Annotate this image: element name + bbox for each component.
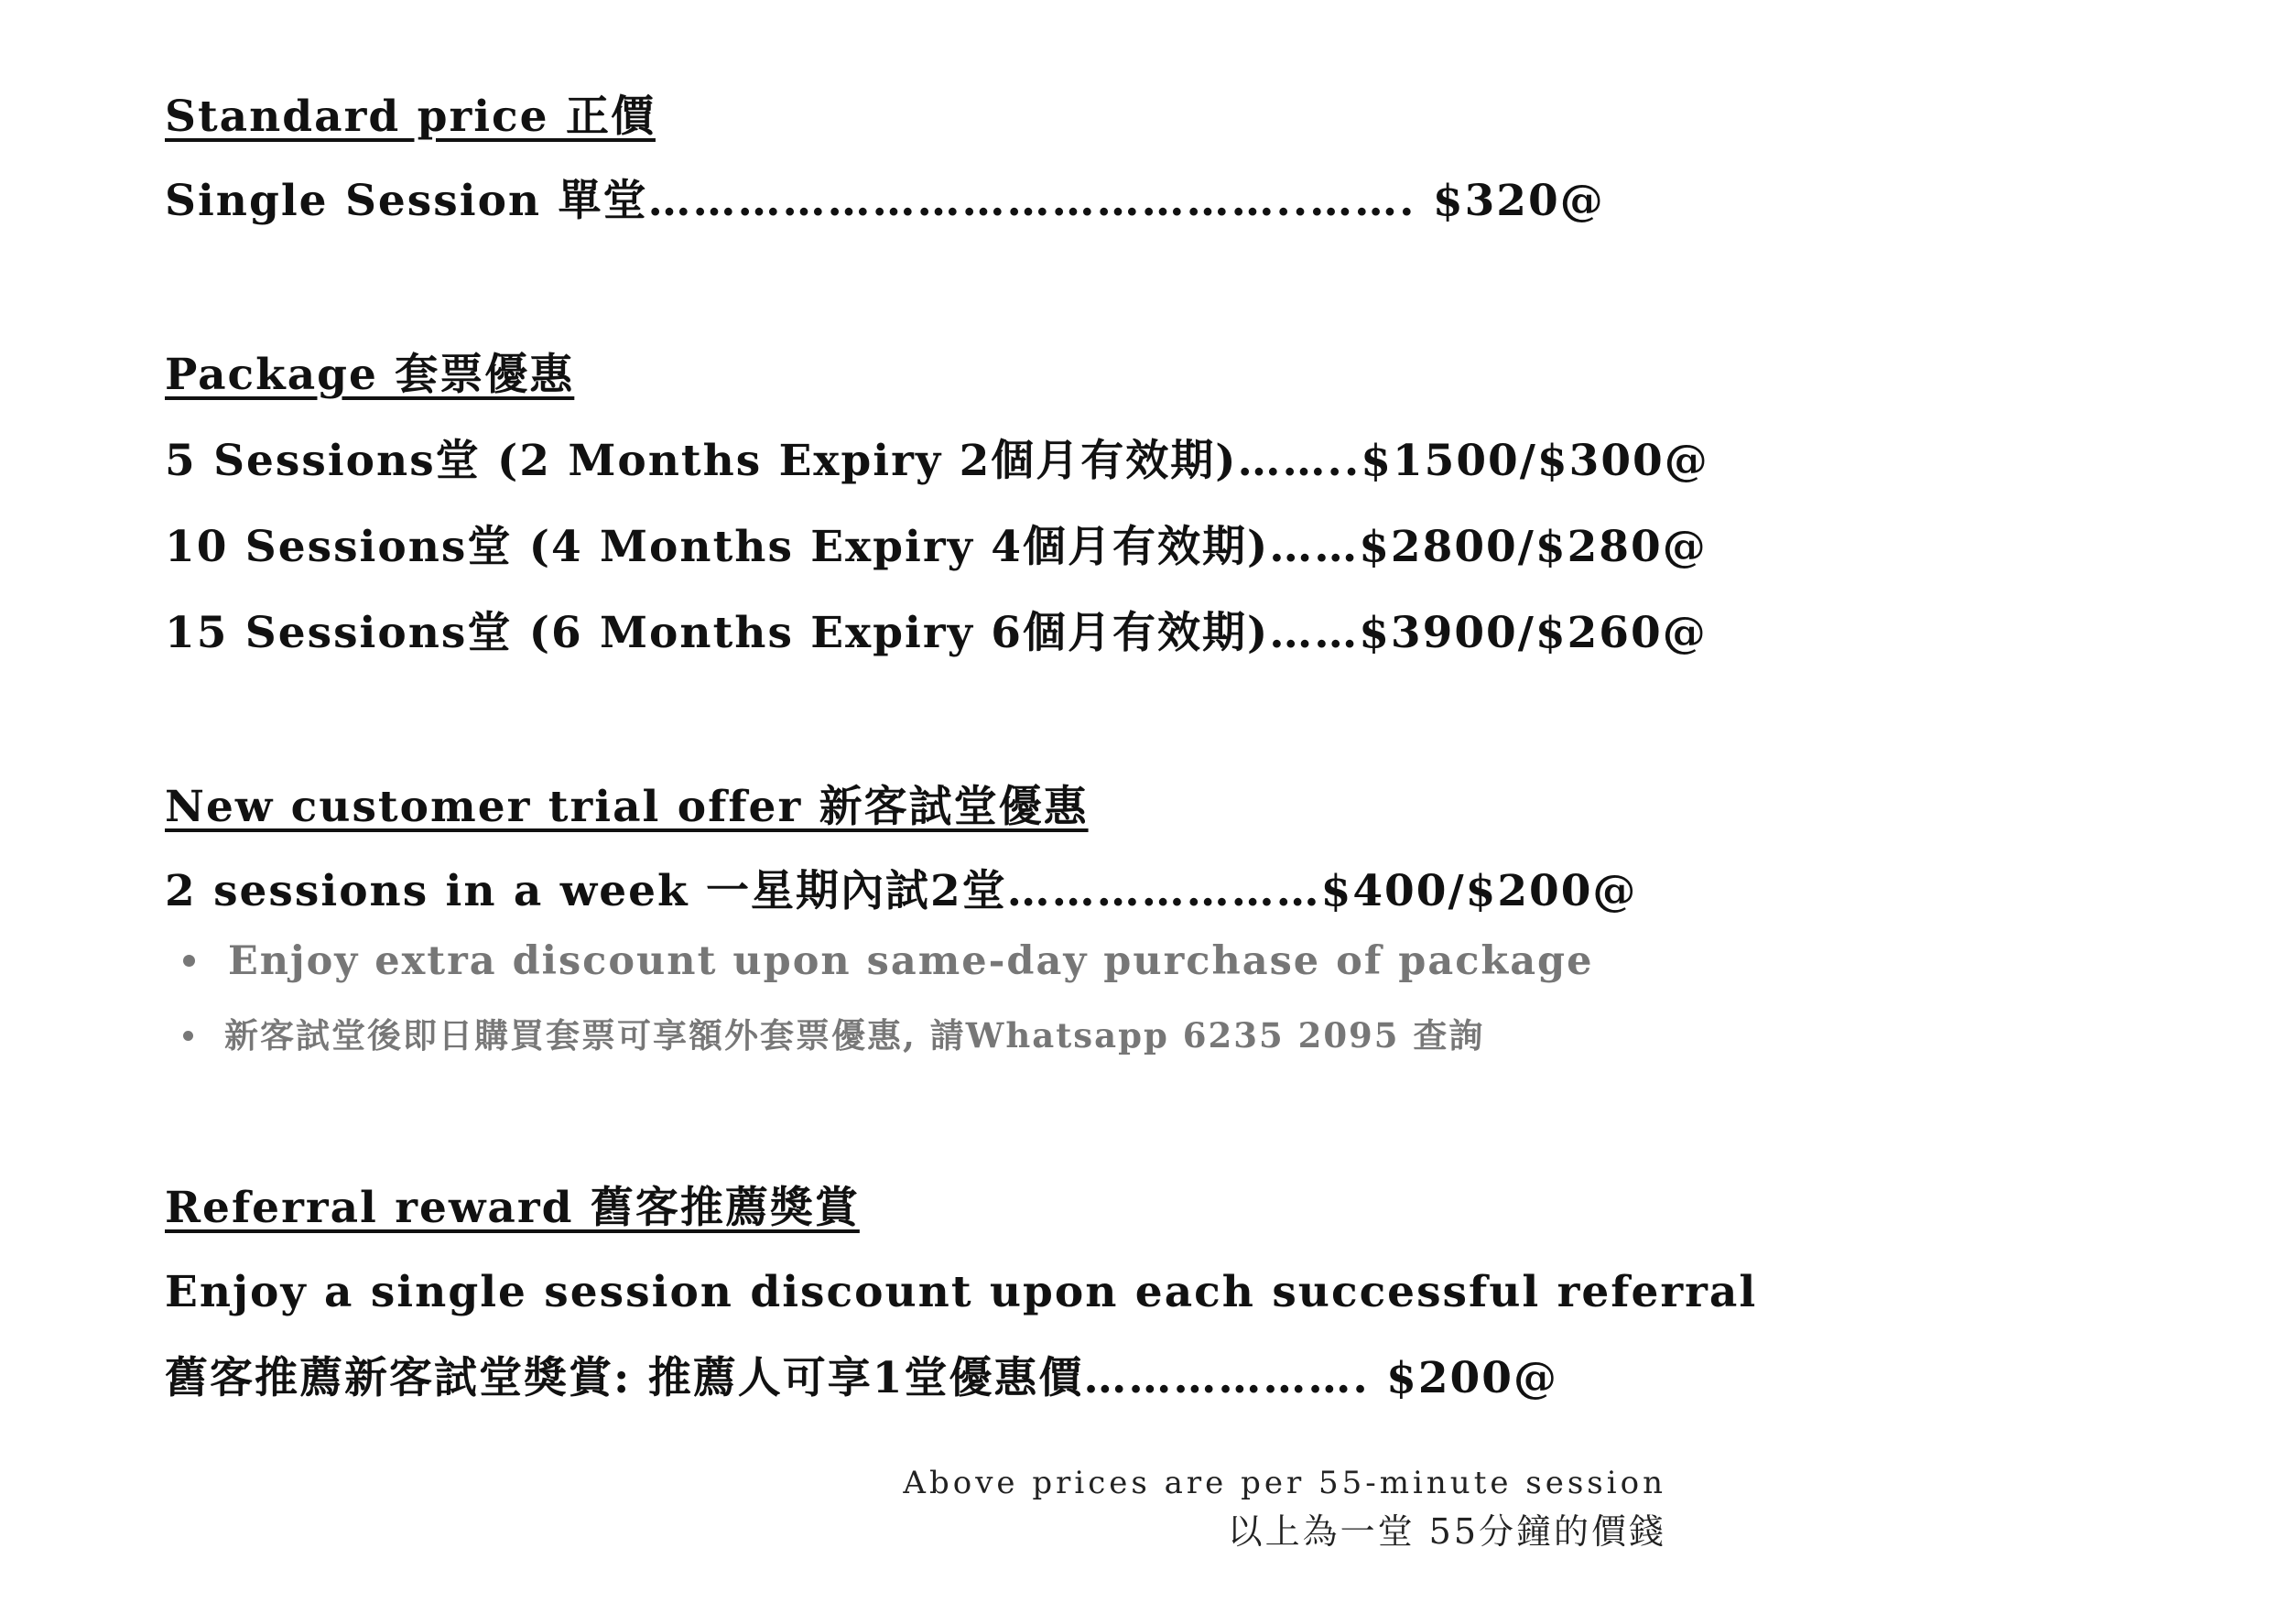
package-item-15: 15 Sessions堂 (6 Months Expiry 6個月有效期)……$3900/$260@: [165, 608, 1708, 658]
package-heading: Package 套票優惠: [165, 350, 575, 400]
package-item-5: 5 Sessions堂 (2 Months Expiry 2個月有效期)……..$1500/$300@: [165, 436, 1709, 486]
package-item-10: 10 Sessions堂 (4 Months Expiry 4個月有效期)……$2800/$280@: [165, 522, 1708, 572]
trial-bullet-en-text: Enjoy extra discount upon same-day purchase of package: [228, 938, 1594, 984]
trial-bullet-zh: [183, 1012, 1484, 1058]
trial-offer-price: 2 sessions in a week 一星期內試2堂…………………$400/$200@: [165, 866, 1638, 916]
footnote-en: Above prices are per 55-minute session: [903, 1465, 1666, 1501]
standard-price-heading: Standard price 正價: [165, 92, 656, 142]
referral-line-en: Enjoy a single session discount upon each successful referral: [165, 1267, 1758, 1317]
bullet-icon: [183, 955, 195, 967]
single-session-price: Single Session 單堂……………………………………..……. $320@: [165, 176, 1605, 226]
footnote-zh: 以上為一堂 55分鐘的價錢: [1227, 1511, 1666, 1552]
bullet-icon: [183, 1031, 193, 1041]
referral-line-zh: 舊客推薦新客試堂獎賞: 推薦人可享1堂優惠價………………. $200@: [165, 1353, 1558, 1403]
trial-offer-heading: New customer trial offer 新客試堂優惠: [165, 782, 1089, 832]
referral-heading: Referral reward 舊客推薦獎賞: [165, 1183, 860, 1233]
trial-bullet-zh-text: 新客試堂後即日購買套票可享額外套票優惠, 請Whatsapp 6235 2095 查詢: [224, 1015, 1485, 1056]
trial-bullet-en: [183, 936, 1593, 987]
